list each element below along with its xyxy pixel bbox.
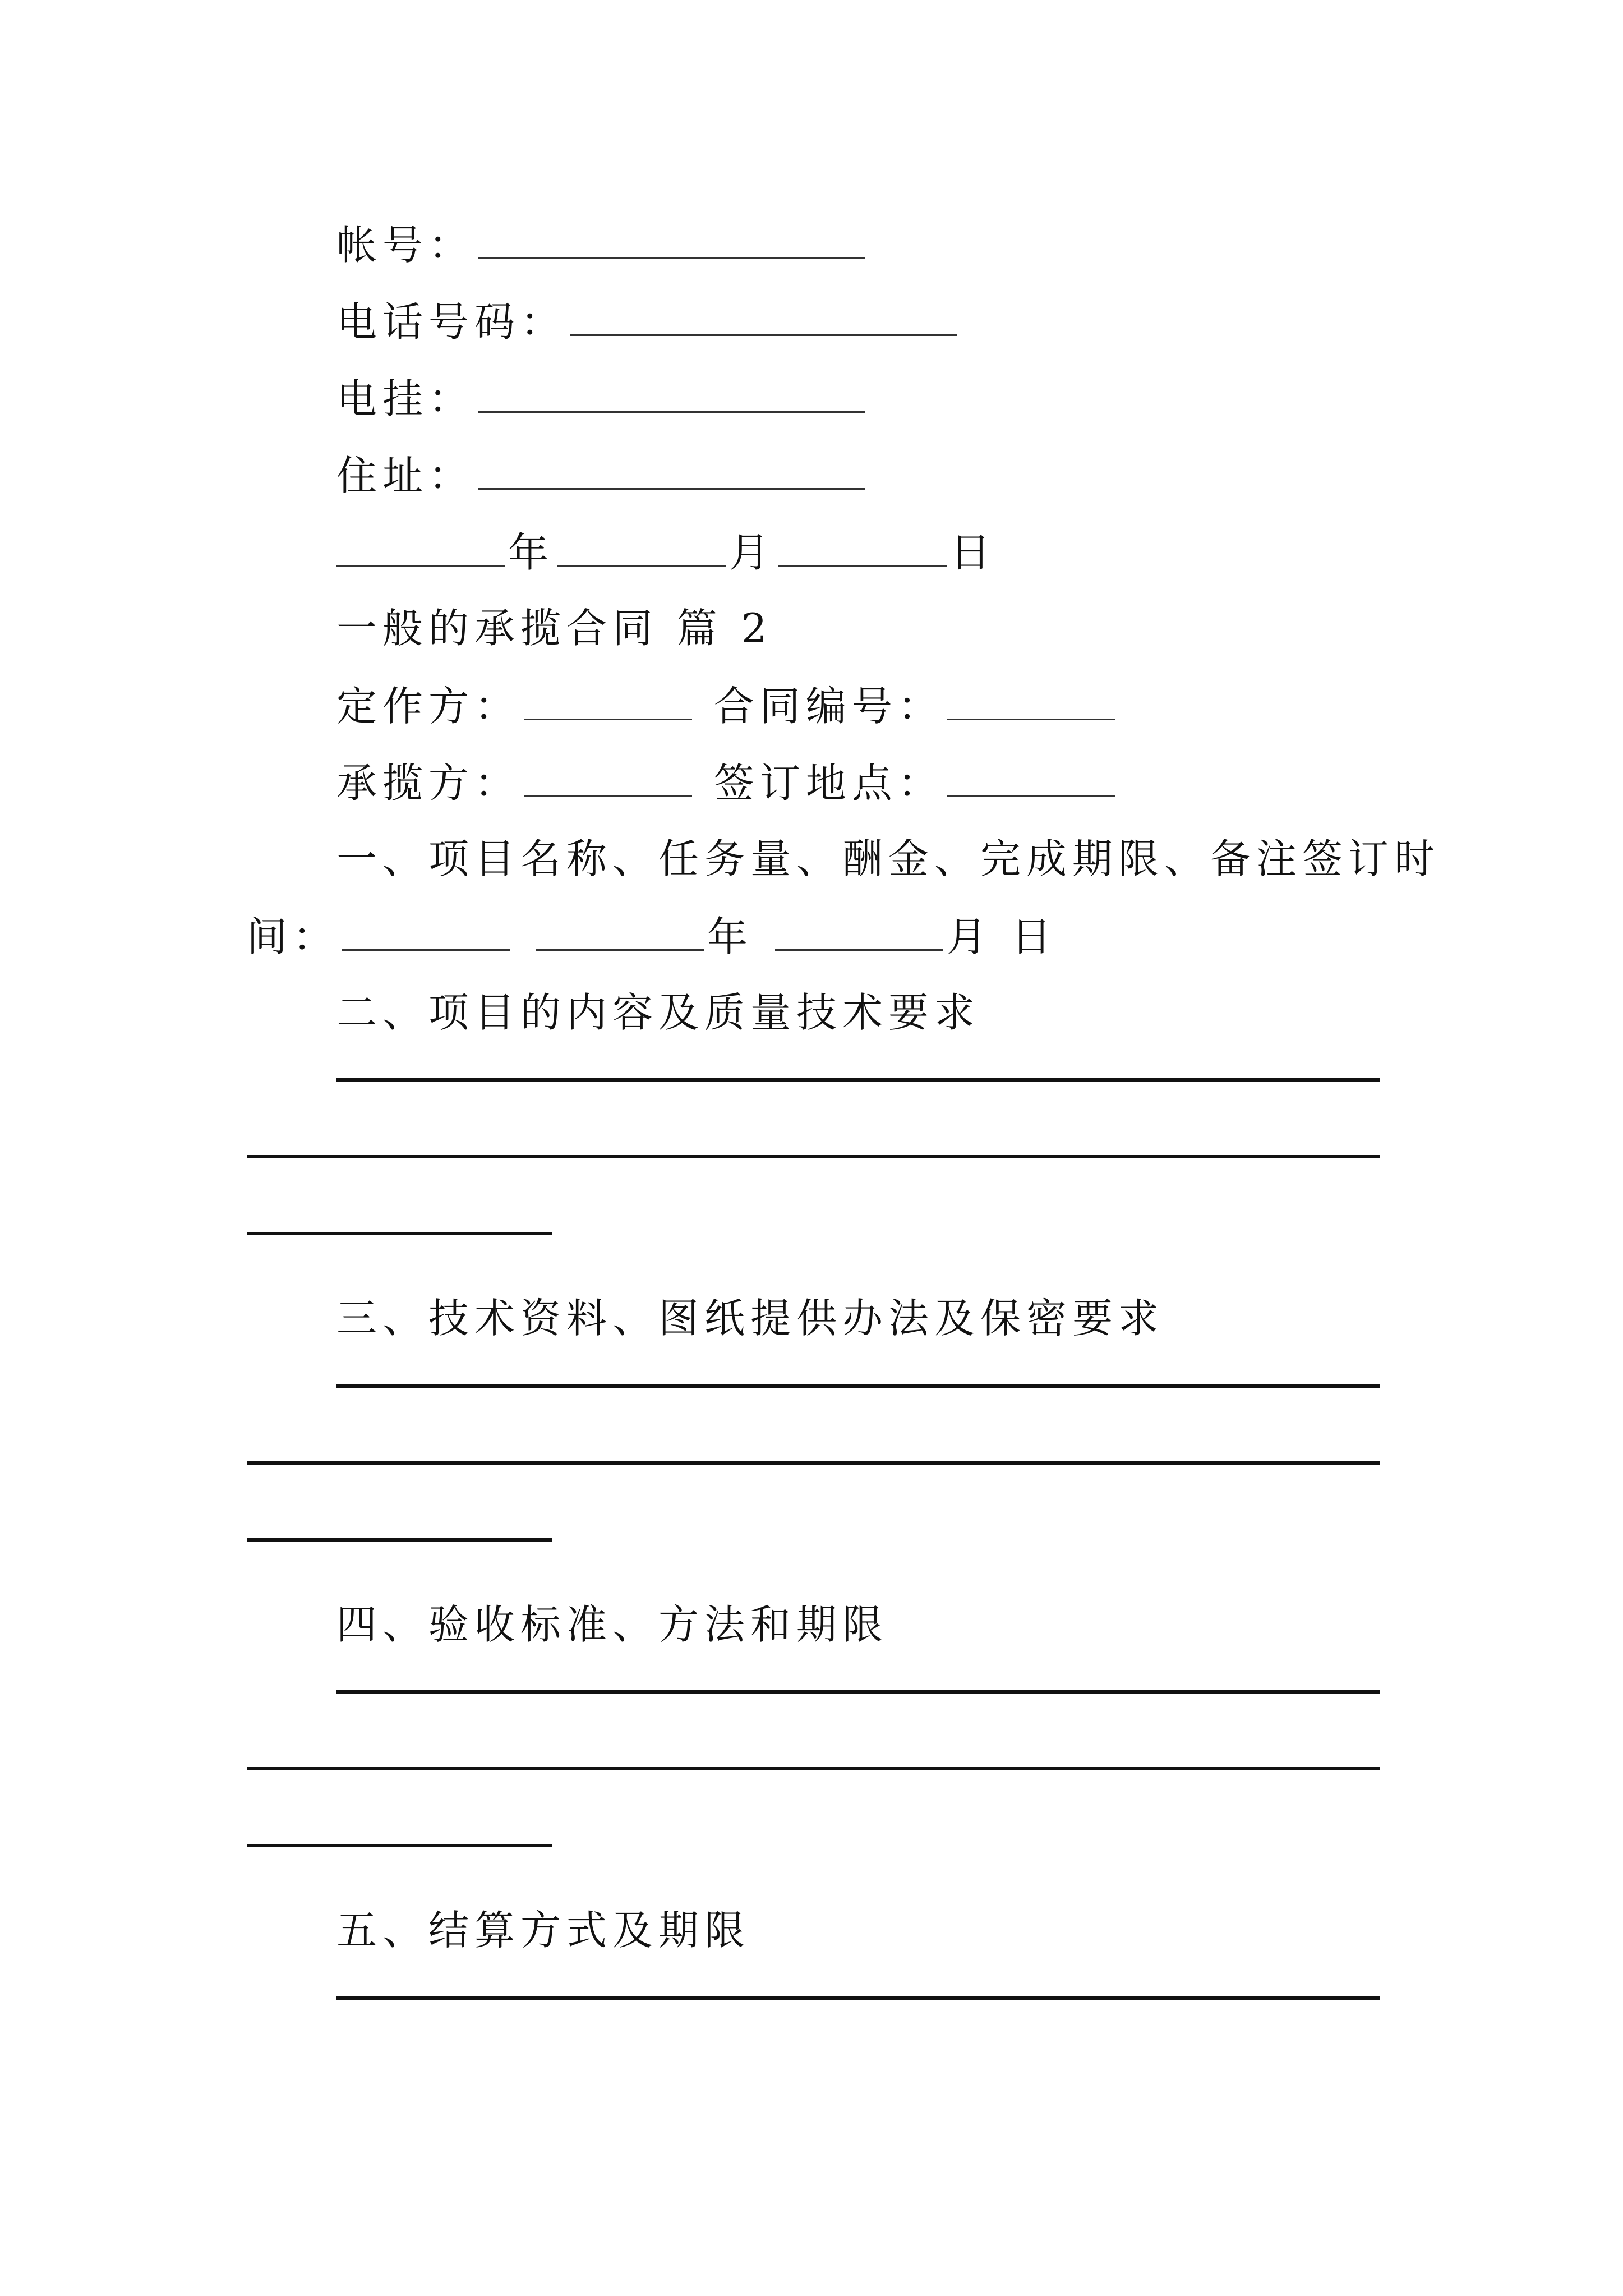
section1-title-line2 xyxy=(247,908,1057,965)
section1-day-label: 日 xyxy=(1011,913,1057,960)
orderer-blank[interactable] xyxy=(524,677,692,720)
phone-label: 电话号码： xyxy=(336,298,567,346)
year-label: 年 xyxy=(508,529,555,576)
section2-fill-line-3[interactable] xyxy=(247,1232,552,1235)
section3-fill-line-2[interactable] xyxy=(247,1461,1380,1465)
address-label: 住址： xyxy=(336,452,475,499)
contract-heading: 一般的承揽合同 篇 2 xyxy=(336,605,773,652)
day-blank[interactable] xyxy=(778,523,947,567)
telegraph-row xyxy=(336,370,868,427)
address-row xyxy=(336,447,868,504)
sign-place-label: 签订地点： xyxy=(713,760,944,807)
section5-fill-line-1[interactable] xyxy=(336,1996,1380,2000)
contractor-blank[interactable] xyxy=(524,754,692,797)
section1-month-blank[interactable] xyxy=(775,908,943,951)
orderer-row xyxy=(336,677,1119,734)
section1-time-blank[interactable] xyxy=(342,908,510,951)
section4-title: 四、验收标准、方法和期限 xyxy=(336,1601,889,1648)
account-label: 帐号： xyxy=(336,222,475,269)
section2-title: 二、项目的内容及质量技术要求 xyxy=(336,989,981,1036)
phone-blank[interactable] xyxy=(570,293,957,336)
section1-year-blank[interactable] xyxy=(536,908,704,951)
month-blank[interactable] xyxy=(557,523,726,567)
day-label: 日 xyxy=(950,529,997,576)
contractor-label: 承揽方： xyxy=(336,760,521,807)
section2-fill-line-2[interactable] xyxy=(247,1155,1380,1158)
section1-year-label: 年 xyxy=(707,913,753,960)
contractor-row xyxy=(336,754,1119,811)
account-row xyxy=(336,216,868,273)
orderer-label: 定作方： xyxy=(336,683,521,730)
section3-title: 三、技术资料、图纸提供办法及保密要求 xyxy=(336,1295,1165,1342)
month-label: 月 xyxy=(729,529,776,576)
section3-fill-line-1[interactable] xyxy=(336,1384,1380,1388)
sign-place-blank[interactable] xyxy=(947,754,1115,797)
section4-fill-line-1[interactable] xyxy=(336,1690,1380,1694)
account-blank[interactable] xyxy=(478,216,865,259)
section4-fill-line-3[interactable] xyxy=(247,1844,552,1847)
section1-time-label: 间： xyxy=(247,913,339,960)
year-blank[interactable] xyxy=(336,523,505,567)
contract-no-blank[interactable] xyxy=(947,677,1115,720)
address-blank[interactable] xyxy=(478,447,865,490)
phone-row xyxy=(336,293,960,350)
telegraph-blank[interactable] xyxy=(478,370,865,413)
section5-title: 五、结算方式及期限 xyxy=(336,1907,751,1954)
section1-title-line1: 一、项目名称、任务量、酬金、完成期限、备注签订时 xyxy=(336,835,1441,882)
date-row xyxy=(336,523,996,581)
contract-no-label: 合同编号： xyxy=(713,683,944,730)
section2-fill-line-1[interactable] xyxy=(336,1078,1380,1082)
section1-month-label: 月 xyxy=(946,913,993,960)
section3-fill-line-3[interactable] xyxy=(247,1538,552,1542)
telegraph-label: 电挂： xyxy=(336,375,475,422)
section4-fill-line-2[interactable] xyxy=(247,1767,1380,1770)
